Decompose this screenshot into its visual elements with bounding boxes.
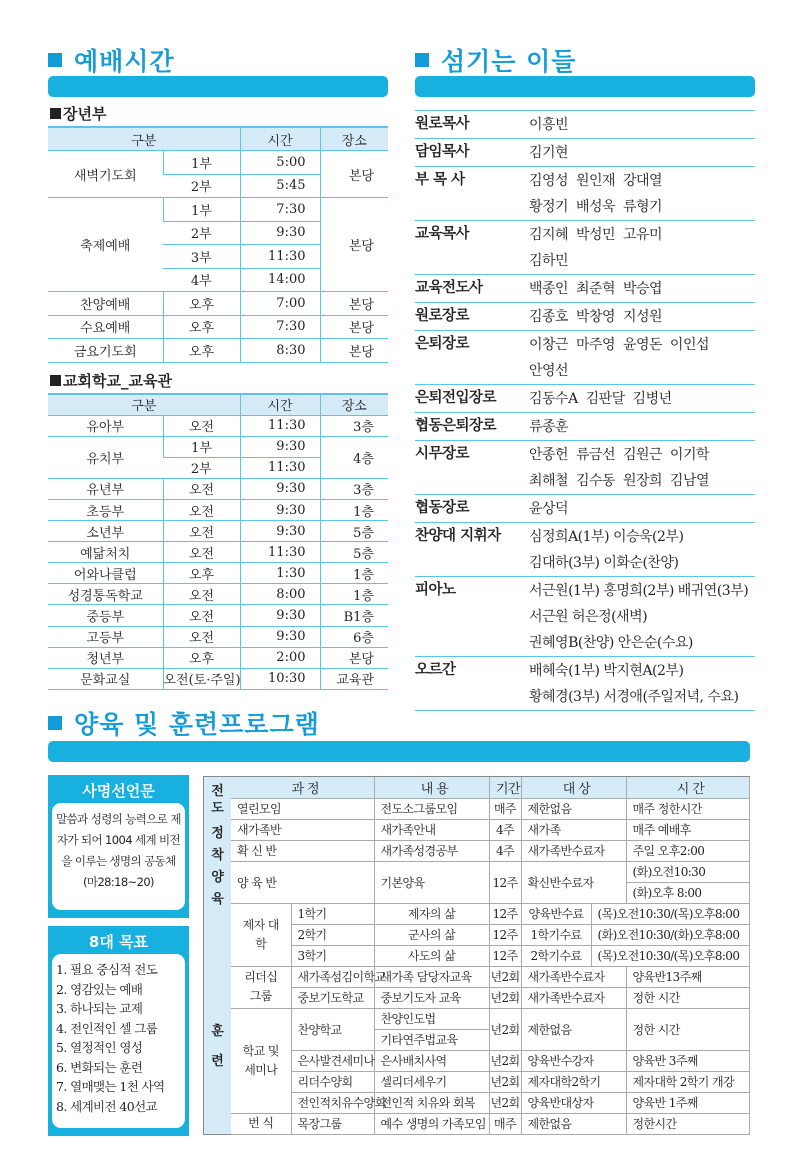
table-row (231, 903, 749, 924)
time: (목)오전10:30/(목)오후8:00 (591, 903, 749, 924)
header-cell: 대 상 (521, 777, 626, 798)
school-subtitle: 교회학교_교육관 (50, 370, 172, 391)
header-cell: 시 간 (626, 777, 749, 798)
service-name: 새벽기도회 (48, 151, 163, 198)
square-bullet-icon (50, 108, 61, 119)
servant-role: 협동은퇴장로 (415, 418, 497, 434)
group-label: 제자 대학 (231, 903, 291, 966)
square-bullet-icon (48, 53, 62, 67)
place: 본당 (320, 198, 388, 292)
servant-role: 찬양대 지휘자 (415, 528, 501, 544)
time: 정한시간 (626, 1113, 749, 1134)
session: 오전(토·주일) (163, 668, 240, 689)
program-table-frame (203, 776, 750, 1135)
goal-item: 6. 변화되는 훈련 (56, 1059, 143, 1075)
period: 년2회 (489, 1071, 521, 1092)
place: 5층 (320, 542, 388, 563)
table-row (231, 987, 749, 1008)
servant-names-line: 윤상덕 (529, 501, 569, 517)
time: 양육반 3주째 (626, 1050, 749, 1071)
content: 기타연주법교육 (374, 1029, 489, 1050)
course: 찬양학교 (291, 1008, 374, 1050)
place: 6층 (320, 626, 388, 647)
time: 주일 오후2:00 (626, 840, 749, 861)
period: 12주 (489, 924, 521, 945)
content: 새가족안내 (374, 819, 489, 840)
servant-row (415, 139, 755, 167)
table-row (48, 584, 388, 605)
goal-item: 5. 열정적인 영성 (56, 1040, 143, 1055)
servant-names (529, 332, 755, 384)
content: 새가족 담당자교육 (374, 966, 489, 987)
session: 오후 (163, 292, 240, 316)
servant-role: 협동장로 (415, 500, 470, 516)
servant-role: 교육목사 (415, 226, 470, 242)
header-row (48, 394, 388, 415)
servants-section-title: 섬기는 이들 (415, 42, 576, 78)
place: 본당 (320, 315, 388, 339)
session: 2부 (163, 457, 240, 478)
period: 4주 (489, 840, 521, 861)
table-row (48, 605, 388, 626)
place: 본당 (320, 292, 388, 316)
service-name: 성경통독학교 (48, 584, 163, 605)
service-name: 찬양예배 (48, 292, 163, 316)
session: 1부 (163, 436, 240, 457)
time: (화)오후 8:00 (626, 882, 749, 903)
goal-item: 4. 전인적인 셀 그룹 (56, 1020, 158, 1036)
service-name: 유치부 (48, 436, 163, 478)
place: 교육관 (320, 668, 388, 689)
time: (화)오전10:30/(화)오후8:00 (591, 924, 749, 945)
time: 9:30 (240, 626, 320, 647)
table-row (48, 198, 388, 222)
table-row (231, 1071, 749, 1092)
session: 오전 (163, 499, 240, 520)
table-row (231, 1092, 749, 1113)
target: 새가족반수료자 (521, 966, 626, 987)
time: 9:30 (240, 436, 320, 457)
target: 양육반대상자 (521, 1092, 626, 1113)
service-name: 예닮처치 (48, 542, 163, 563)
servant-names-line: 김대하(3부) 이화순(찬양) (529, 555, 679, 571)
servant-row (415, 577, 755, 657)
header-cell: 시간 (240, 127, 320, 151)
header-cell: 구분 (48, 127, 240, 151)
worship-section-title: 예배시간 (48, 42, 175, 78)
goals-list (52, 954, 185, 1128)
table-row (231, 945, 749, 966)
time: 11:30 (240, 245, 320, 269)
header-cell: 시간 (240, 394, 320, 415)
period: 12주 (489, 945, 521, 966)
place: 3층 (320, 478, 388, 499)
servant-row (415, 275, 755, 303)
table-row (48, 478, 388, 499)
header-row (48, 127, 388, 151)
session: 오전 (163, 521, 240, 542)
session: 1부 (163, 198, 240, 222)
servant-row (415, 495, 755, 523)
servant-names (529, 140, 755, 166)
servant-names-line: 이창근 마주영 윤영돈 이인섭 (529, 337, 709, 353)
table-row (48, 436, 388, 457)
servant-names-line: 안영선 (529, 363, 569, 379)
service-name: 어와나클럽 (48, 563, 163, 584)
category-column (204, 777, 231, 1134)
time: 매주 예배후 (626, 819, 749, 840)
servant-names-line: 백종인 최준혁 박승엽 (529, 281, 663, 297)
table-row (48, 292, 388, 316)
servant-names (529, 524, 755, 576)
table-row (48, 647, 388, 668)
servant-names-line: 심정희A(1부) 이승욱(2부) (529, 529, 684, 545)
time: 5:45 (240, 174, 320, 198)
table-row (48, 563, 388, 584)
content: 전인적 치유와 회복 (374, 1092, 489, 1113)
service-name: 초등부 (48, 499, 163, 520)
servant-names-line: 황혜경(3부) 서경애(주일저녁, 수요) (529, 689, 739, 705)
servant-names (529, 222, 755, 274)
session: 오후 (163, 315, 240, 339)
servant-names-line: 서근원(1부) 홍명희(2부) 배귀연(3부) (529, 583, 749, 599)
service-name: 중등부 (48, 605, 163, 626)
school-worship-table (48, 393, 388, 690)
term: 3학기 (291, 945, 374, 966)
servant-names (529, 304, 755, 330)
servant-row (415, 111, 755, 139)
time: 7:00 (240, 292, 320, 316)
goals-box (48, 926, 189, 1136)
time: 10:30 (240, 668, 320, 689)
time: 11:30 (240, 415, 320, 436)
session: 오후 (163, 339, 240, 363)
table-row (48, 521, 388, 542)
table-row (231, 924, 749, 945)
course: 확 신 반 (231, 840, 374, 861)
servant-row (415, 331, 755, 385)
target: 새가족반수료자 (521, 987, 626, 1008)
header-cell: 과 정 (231, 777, 374, 798)
section-bar (415, 76, 755, 97)
servant-names (529, 386, 755, 412)
content: 찬양인도법 (374, 1008, 489, 1029)
content: 사도의 삶 (374, 945, 489, 966)
place: 1층 (320, 584, 388, 605)
time: 9:30 (240, 478, 320, 499)
place: B1층 (320, 605, 388, 626)
course: 은사발견세미나 (291, 1050, 374, 1071)
table-row (48, 315, 388, 339)
session: 1부 (163, 151, 240, 175)
servant-names (529, 276, 755, 302)
session: 오전 (163, 542, 240, 563)
servant-row (415, 523, 755, 577)
servant-role: 오르간 (415, 662, 456, 678)
content: 셀리더세우기 (374, 1071, 489, 1092)
servant-names-line: 이흥빈 (529, 117, 569, 133)
course: 양 육 반 (231, 861, 374, 903)
servant-row (415, 303, 755, 331)
time: 매주 정한시간 (626, 798, 749, 819)
target: 새가족반수료자 (521, 840, 626, 861)
service-name: 수요예배 (48, 315, 163, 339)
goal-item: 3. 하나되는 교제 (56, 1001, 143, 1016)
target: 양육반수강자 (521, 1050, 626, 1071)
servants-list (415, 110, 755, 711)
mission-title: 사명선언문 (82, 782, 155, 800)
time: (목)오전10:30/(목)오후8:00 (591, 945, 749, 966)
service-name: 금요기도회 (48, 339, 163, 363)
session: 오후 (163, 563, 240, 584)
term: 1학기 (291, 903, 374, 924)
servant-names-line: 안종헌 류금선 김원근 이기학 (529, 447, 709, 463)
session: 3부 (163, 245, 240, 269)
period: 12주 (489, 861, 521, 903)
servant-names (529, 578, 755, 656)
header-cell: 기간 (489, 777, 521, 798)
square-bullet-icon (48, 716, 62, 730)
target: 새가족 (521, 819, 626, 840)
servant-names (529, 112, 755, 138)
group-label: 리더십 그룹 (231, 966, 291, 1008)
servant-role: 은퇴장로 (415, 336, 470, 352)
term: 2학기 (291, 924, 374, 945)
table-row (48, 668, 388, 689)
period: 12주 (489, 903, 521, 924)
time: 11:30 (240, 542, 320, 563)
period: 년2회 (489, 1092, 521, 1113)
content: 중보기도자 교육 (374, 987, 489, 1008)
place: 1층 (320, 563, 388, 584)
servant-names (529, 442, 755, 494)
servant-names-line: 권혜영B(찬양) 안은순(수요) (529, 635, 693, 651)
servant-names-line: 배혜숙(1부) 박지현A(2부) (529, 663, 684, 679)
content: 기본양육 (374, 861, 489, 903)
period: 년2회 (489, 987, 521, 1008)
table-row (48, 151, 388, 175)
servant-names-line: 김영성 원인재 강대열 (529, 173, 663, 189)
servant-names-line: 김종호 박창영 지성원 (529, 309, 663, 325)
target: 제자대학2학기 (521, 1071, 626, 1092)
time: 양육반13주째 (626, 966, 749, 987)
servant-row (415, 413, 755, 441)
time: 9:30 (240, 605, 320, 626)
session: 오전 (163, 605, 240, 626)
servant-row (415, 167, 755, 221)
course: 목장그룹 (291, 1113, 374, 1134)
target: 1학기수료 (521, 924, 591, 945)
group-label: 번 식 (231, 1113, 291, 1134)
content: 은사배치사역 (374, 1050, 489, 1071)
period: 년2회 (489, 1050, 521, 1071)
time: 2:00 (240, 647, 320, 668)
session: 2부 (163, 221, 240, 245)
course: 새가족섬김이학교 (291, 966, 374, 987)
period: 매주 (489, 798, 521, 819)
servant-role: 시무장로 (415, 446, 470, 462)
servant-row (415, 221, 755, 275)
adult-subtitle: 장년부 (50, 103, 106, 124)
header-cell: 구분 (48, 394, 240, 415)
time: 9:30 (240, 499, 320, 520)
servant-names-line: 서근원 허은정(새벽) (529, 609, 648, 625)
servant-role: 교육전도사 (415, 280, 483, 296)
servant-names-line: 황정기 배성욱 류형기 (529, 199, 663, 215)
goal-item: 2. 영감있는 예배 (56, 981, 143, 997)
section-bar (48, 741, 750, 762)
header-cell: 장소 (320, 394, 388, 415)
table-row (48, 415, 388, 436)
program-section-title: 양육 및 훈련프로그램 (48, 705, 320, 741)
session: 오전 (163, 584, 240, 605)
goals-title: 8대 목표 (88, 933, 149, 951)
target: 양육반수료 (521, 903, 591, 924)
category-label: 정착 양육 (211, 826, 224, 907)
time: 정한 시간 (626, 1008, 749, 1050)
period: 매주 (489, 1113, 521, 1134)
header-cell: 장소 (320, 127, 388, 151)
place: 4층 (320, 436, 388, 478)
adult-worship-table (48, 126, 388, 363)
content: 새가족성경공부 (374, 840, 489, 861)
content: 전도소그룹모임 (374, 798, 489, 819)
square-bullet-icon (50, 375, 61, 386)
time: 정한 시간 (626, 987, 749, 1008)
table-row (48, 499, 388, 520)
time: 8:30 (240, 339, 320, 363)
table-row (231, 1050, 749, 1071)
goal-item: 8. 세계비전 40선교 (56, 1098, 158, 1114)
mission-text: 말씀과 성령의 능력으로 제자가 되어 1004 세계 비전을 이루는 생명의 공동체 (마28:18~20) (52, 803, 185, 910)
table-row (231, 798, 749, 819)
service-name: 유년부 (48, 478, 163, 499)
servant-role: 원로장로 (415, 308, 470, 324)
place: 본당 (320, 647, 388, 668)
servant-role: 부 목 사 (415, 172, 465, 188)
servant-names-line: 최해철 김수동 원장희 김남열 (529, 473, 709, 489)
table-row (48, 339, 388, 363)
table-row (231, 1113, 749, 1134)
session: 오후 (163, 647, 240, 668)
table-row (231, 1008, 749, 1029)
time: 양육반 1주째 (626, 1092, 749, 1113)
table-row (48, 542, 388, 563)
servant-names (529, 414, 755, 440)
time: 5:00 (240, 151, 320, 175)
place: 1층 (320, 499, 388, 520)
place: 5층 (320, 521, 388, 542)
target: 2학기수료 (521, 945, 591, 966)
table-row (48, 626, 388, 647)
content: 예수 생명의 가족모임 (374, 1113, 489, 1134)
service-name: 고등부 (48, 626, 163, 647)
time: 7:30 (240, 198, 320, 222)
servant-row (415, 441, 755, 495)
group-label: 학교 및 세미나 (231, 1008, 291, 1113)
place: 3층 (320, 415, 388, 436)
course: 열린모임 (231, 798, 374, 819)
course: 새가족반 (231, 819, 374, 840)
table-row (231, 861, 749, 882)
servant-names (529, 658, 755, 710)
section-bar (48, 76, 388, 97)
servant-names (529, 496, 755, 522)
square-bullet-icon (415, 53, 429, 67)
course: 리더수양회 (291, 1071, 374, 1092)
category-label: 훈련 (211, 1024, 224, 1069)
time: 14:00 (240, 268, 320, 292)
servant-names-line: 김하민 (529, 253, 569, 269)
time: 9:30 (240, 521, 320, 542)
header-cell: 내 용 (374, 777, 489, 798)
table-row (231, 966, 749, 987)
time: 1:30 (240, 563, 320, 584)
session: 4부 (163, 268, 240, 292)
target: 제한없음 (521, 798, 626, 819)
session: 오전 (163, 415, 240, 436)
course: 중보기도학교 (291, 987, 374, 1008)
mission-box (48, 775, 189, 918)
servant-names-line: 김동수A 김판달 김병년 (529, 391, 672, 407)
servant-row (415, 657, 755, 711)
servant-role: 원로목사 (415, 116, 470, 132)
servant-names-line: 김기현 (529, 145, 569, 161)
table-row (231, 819, 749, 840)
servant-role: 은퇴전입장로 (415, 390, 497, 406)
target: 제한없음 (521, 1113, 626, 1134)
target: 확신반수료자 (521, 861, 626, 903)
target: 제한없음 (521, 1008, 626, 1050)
period: 년2회 (489, 966, 521, 987)
time: 9:30 (240, 221, 320, 245)
content: 군사의 삶 (374, 924, 489, 945)
time: 제자대학 2학기 개강 (626, 1071, 749, 1092)
course: 전인적치유수양회 (291, 1092, 374, 1113)
servant-names-line: 류종훈 (529, 419, 569, 435)
place: 본당 (320, 151, 388, 198)
content: 제자의 삶 (374, 903, 489, 924)
servant-role: 피아노 (415, 582, 456, 598)
session: 2부 (163, 174, 240, 198)
period: 년2회 (489, 1008, 521, 1050)
category-label: 전도 (211, 784, 224, 816)
goal-item: 1. 필요 중심적 전도 (56, 962, 158, 977)
servant-role: 담임목사 (415, 144, 470, 160)
table-row (231, 840, 749, 861)
time: 11:30 (240, 457, 320, 478)
goal-item: 7. 열매맺는 1천 사역 (56, 1079, 165, 1094)
servant-names (529, 168, 755, 220)
session: 오전 (163, 626, 240, 647)
time: 7:30 (240, 315, 320, 339)
header-row (231, 777, 749, 798)
service-name: 문화교실 (48, 668, 163, 689)
service-name: 소년부 (48, 521, 163, 542)
service-name: 유아부 (48, 415, 163, 436)
program-table (231, 777, 750, 1135)
place: 본당 (320, 339, 388, 363)
period: 4주 (489, 819, 521, 840)
service-name: 축제예배 (48, 198, 163, 292)
time: (화)오전10:30 (626, 861, 749, 882)
session: 오전 (163, 478, 240, 499)
time: 8:00 (240, 584, 320, 605)
servant-names-line: 김지혜 박성민 고유미 (529, 227, 663, 243)
servant-row (415, 385, 755, 413)
service-name: 청년부 (48, 647, 163, 668)
